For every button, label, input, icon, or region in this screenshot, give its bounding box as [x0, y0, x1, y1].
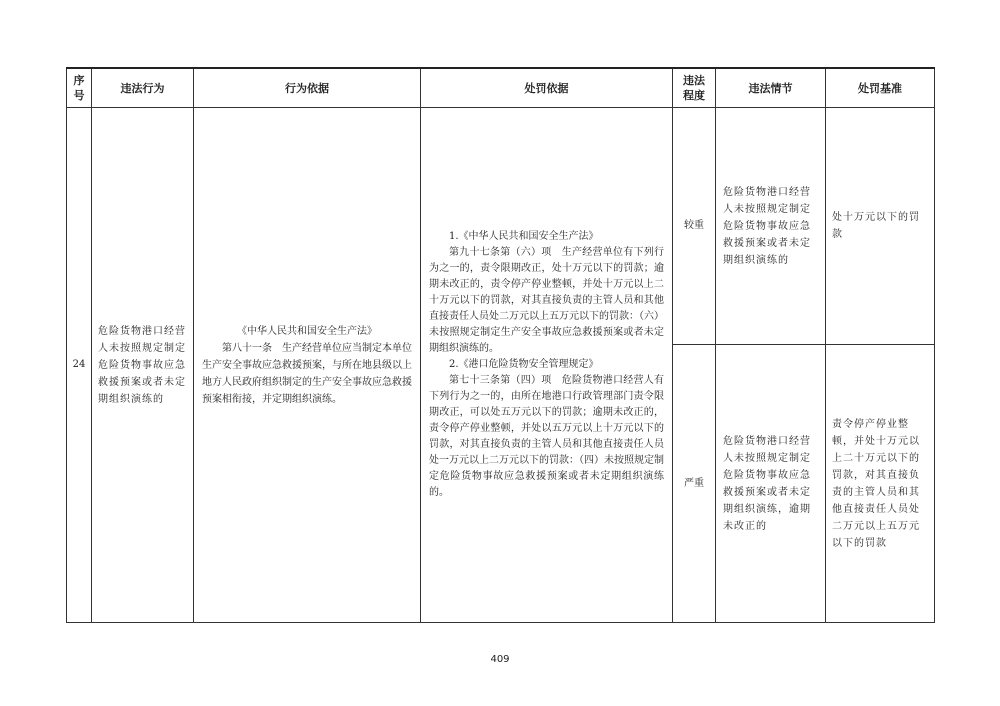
page-number: 409: [490, 654, 510, 665]
standard-level-1: 处十万元以下的罚款: [826, 108, 935, 345]
header-situation: 违法情节: [716, 68, 826, 108]
header-act: 违法行为: [92, 68, 194, 108]
header-basis: 行为依据: [194, 68, 421, 108]
standard-level-2: 责令停产停业整顿，并处十万元以上二十万元以下的罚款，对其直接负责的主管人员和其他直接责任人员处二万元以上五万元以下的罚款: [826, 345, 935, 623]
situation-level-1: 危险货物港口经营人未按照规定制定危险货物事故应急救援预案或者未定期组织演练的: [716, 108, 826, 345]
header-standard: 处罚基准: [826, 68, 935, 108]
penalty-1-title: 1.《中华人民共和国安全生产法》: [449, 231, 599, 242]
penalty-1-body: 第九十七条第（六）项 生产经营单位有下列行为之一的，责令限期改正，处十万元以下的罚款；逾期未改正的，责令停产停业整顿，并处十万元以上二十万元以下的罚款，对其直接负责的主管人员和其他直接责任人员处二万元以上五万元以下的罚款：（六）未按照规定制定生产安全事故应急救援预案或者未定期组织演练的。: [429, 247, 664, 354]
row-act: 危险货物港口经营人未按照规定制定危险货物事故应急救援预案或者未定期组织演练的: [92, 108, 194, 623]
situation-level-2: 危险货物港口经营人未按照规定制定危险货物事故应急救援预案或者未定期组织演练，逾期未改正的: [716, 345, 826, 623]
basis-body: 第八十一条 生产经营单位应当制定本单位生产安全事故应急救援预案，与所在地县级以上地方人民政府组织制定的生产安全事故应急救援预案相衔接，并定期组织演练。: [202, 342, 412, 405]
penalty-2-title: 2.《港口危险货物安全管理规定》: [449, 359, 599, 370]
table-row: [67, 108, 935, 345]
row-basis: [194, 108, 421, 623]
degree-level-2: 严重: [673, 345, 716, 623]
header-penalty-basis: 处罚依据: [421, 68, 673, 108]
penalty-table: [66, 67, 935, 623]
header-degree: 违法程度: [673, 68, 716, 108]
penalty-2-body: 第七十三条第（四）项 危险货物港口经营人有下列行为之一的，由所在地港口行政管理部门责令限期改正，可以处五万元以下的罚款；逾期未改正的，责令停产停业整顿，并处以五万元以上十万元以下的罚款，对其直接负责的主管人员和其他直接责任人员处一万元以上二万元以下的罚款：（四）未按照规定制定危险货物事故应急救援预案或者未定期组织演练的。: [429, 375, 664, 498]
row-penalty-basis: [421, 108, 673, 623]
header-seq: 序号: [67, 68, 92, 108]
degree-level-1: 较重: [673, 108, 716, 345]
table-header-row: [67, 68, 935, 108]
row-seq: 24: [67, 108, 92, 623]
basis-title: 《中华人民共和国安全生产法》: [237, 325, 377, 337]
